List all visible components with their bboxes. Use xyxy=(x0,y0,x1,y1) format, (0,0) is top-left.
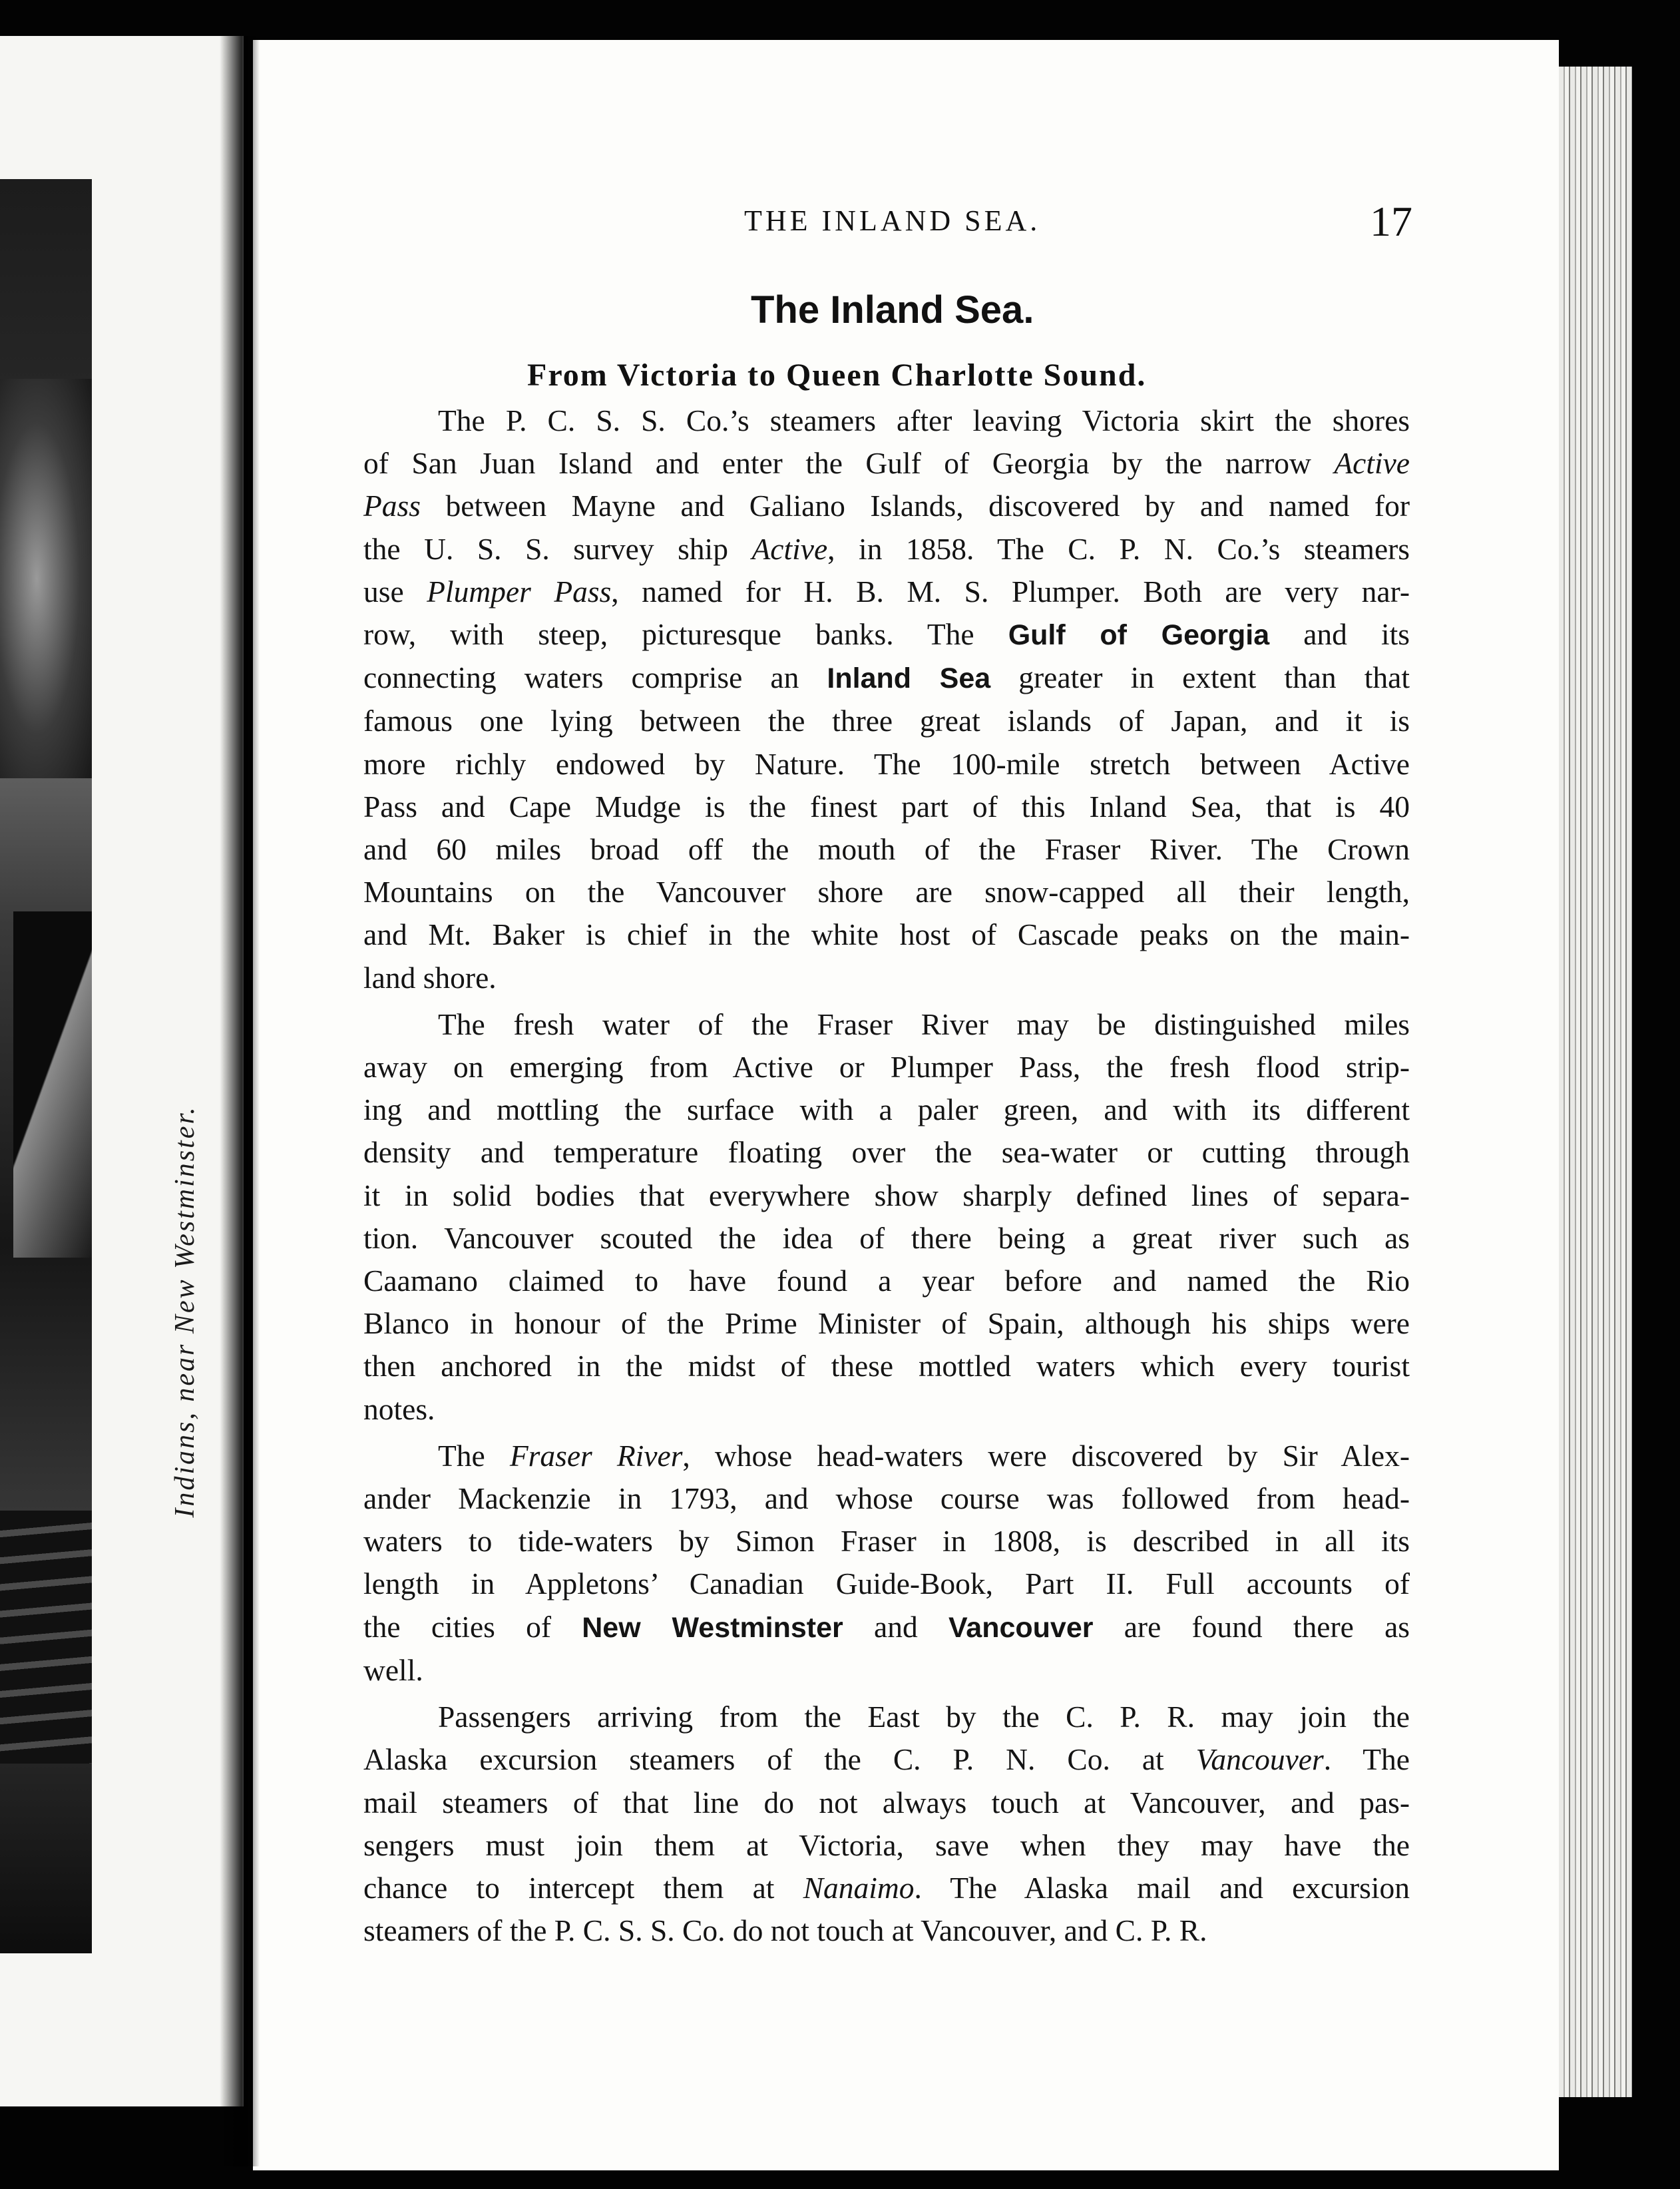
running-head: THE INLAND SEA. xyxy=(744,204,1041,237)
text-line: and 60 miles broad off the mouth of the Fraser River. The Crown xyxy=(363,832,1410,867)
text-line: it in solid bodies that everywhere show sharply defined lines of separa- xyxy=(363,1178,1410,1212)
text-line: ander Mackenzie in 1793, and whose course was followed from head- xyxy=(363,1481,1410,1516)
italic-phrase: Vancouver xyxy=(1195,1742,1324,1777)
text-line: density and temperature floating over the sea-water or cutting through xyxy=(363,1135,1410,1170)
text-line: the U. S. S. survey ship Active, in 1858. The C. P. N. Co.’s steamers xyxy=(363,531,1410,566)
text-line: The fresh water of the Fraser River may be distinguished miles xyxy=(438,1007,1410,1041)
bold-place-name: Vancouver xyxy=(948,1611,1094,1644)
text-line: Alaska excursion steamers of the C. P. N. Co. at Vancouver. The xyxy=(363,1742,1410,1777)
text-line: Blanco in honour of the Prime Minister of Spain, although his ships were xyxy=(363,1306,1410,1341)
paragraph xyxy=(363,1696,1410,1952)
text-line: The P. C. S. S. Co.’s steamers after leaving Victoria skirt the shores xyxy=(438,403,1410,437)
paragraph xyxy=(363,1003,1410,1431)
chapter-title: The Inland Sea. xyxy=(751,288,1034,332)
page-edges xyxy=(1559,67,1632,2097)
text-line: sengers must join them at Victoria, save when they may have the xyxy=(363,1827,1410,1862)
text-line: Pass and Cape Mudge is the finest part of this Inland Sea, that is 40 xyxy=(363,789,1410,824)
italic-phrase: Plumper Pass xyxy=(427,574,612,608)
text-line: mail steamers of that line do not always touch at Vancouver, and pas- xyxy=(363,1785,1410,1820)
italic-phrase: Fraser River xyxy=(509,1438,683,1473)
text-line: more richly endowed by Nature. The 100-mile stretch between Active xyxy=(363,746,1410,781)
text-line: away on emerging from Active or Plumper Pass, the fresh flood strip- xyxy=(363,1050,1410,1085)
text-line: well. xyxy=(363,1652,423,1687)
italic-phrase: Active xyxy=(751,531,828,566)
italic-phrase: Active xyxy=(1334,446,1410,481)
text-line: steamers of the P. C. S. S. Co. do not touch at Vancouver, and C. P. R. xyxy=(363,1913,1207,1948)
text-line: famous one lying between the three great islands of Japan, and it is xyxy=(363,704,1410,738)
text-line: ing and mottling the surface with a paler green, and with its different xyxy=(363,1093,1410,1127)
text-line: tion. Vancouver scouted the idea of there being a great river such as xyxy=(363,1220,1410,1255)
text-line: then anchored in the midst of these mottled waters which every tourist xyxy=(363,1349,1410,1383)
text-line: Passengers arriving from the East by the C. P. R. may join the xyxy=(438,1700,1410,1734)
text-line: length in Appletons’ Canadian Guide-Book, Part II. Full accounts of xyxy=(363,1567,1410,1601)
italic-phrase: Pass xyxy=(363,489,421,523)
text-line: connecting waters comprise an Inland Sea greater in extent than that xyxy=(363,660,1410,695)
gutter-shadow xyxy=(220,36,260,2166)
text-line: waters to tide-waters by Simon Fraser in 1808, is described in all its xyxy=(363,1524,1410,1559)
bold-place-name: Inland Sea xyxy=(827,662,991,695)
text-line: Caamano claimed to have found a year before and named the Rio xyxy=(363,1264,1410,1298)
text-line: of San Juan Island and enter the Gulf of Georgia by the narrow Active xyxy=(363,446,1410,481)
text-line: use Plumper Pass, named for H. B. M. S. Plumper. Both are very nar- xyxy=(363,574,1410,608)
chapter-subtitle: From Victoria to Queen Charlotte Sound. xyxy=(527,358,1147,393)
bold-place-name: New Westminster xyxy=(582,1611,843,1644)
italic-phrase: Nanaimo xyxy=(803,1870,915,1905)
photo-caption-text: Indians, near New Westminster. xyxy=(170,1105,200,1518)
text-line: Mountains on the Vancouver shore are snow-capped all their length, xyxy=(363,875,1410,909)
text-line: row, with steep, picturesque banks. The Gulf of Georgia and its xyxy=(363,617,1410,652)
text-line: Pass between Mayne and Galiano Islands, discovered by and named for xyxy=(363,489,1410,523)
photo-plate-image xyxy=(0,179,92,1953)
body-text xyxy=(363,399,1410,1952)
paragraph xyxy=(363,1435,1410,1692)
text-line: the cities of New Westminster and Vancouver are found there as xyxy=(363,1609,1410,1644)
left-facing-page xyxy=(0,36,244,2106)
paragraph xyxy=(363,399,1410,999)
text-line: land shore. xyxy=(363,960,497,995)
bold-place-name: Gulf of Georgia xyxy=(1008,619,1270,652)
text-line: and Mt. Baker is chief in the white host of Cascade peaks on the main- xyxy=(363,917,1410,952)
text-line: notes. xyxy=(363,1391,435,1426)
text-line: The Fraser River, whose head-waters were discovered by Sir Alex- xyxy=(438,1438,1410,1473)
text-line: chance to intercept them at Nanaimo. The Alaska mail and excursion xyxy=(363,1870,1410,1905)
page-number: 17 xyxy=(1370,198,1412,245)
